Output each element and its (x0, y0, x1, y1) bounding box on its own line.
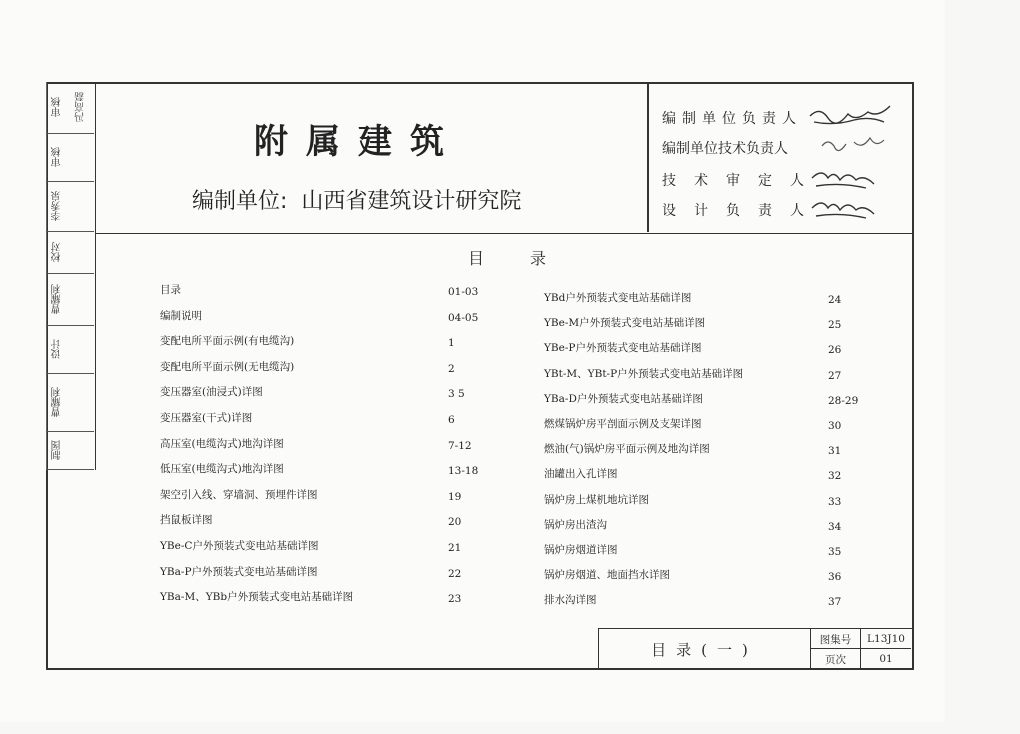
atlas-title: 附属建筑 (254, 122, 462, 162)
strip-cell (46, 432, 94, 470)
resp-role-2: 编制单位技术负责人 (662, 141, 788, 157)
toc-entry-page: 1 (448, 337, 455, 350)
strip-name (68, 134, 94, 181)
signature-strip (46, 82, 96, 470)
toc-entry-label: 架空引入线、穿墙洞、预埋件详图 (160, 488, 318, 501)
strip-role: 李秀泉 (46, 182, 68, 231)
toc-entry-label: 变配电所平面示例(无电缆沟) (160, 360, 295, 373)
toc-entry-page: 21 (448, 542, 462, 554)
strip-cell (46, 274, 94, 326)
atlas-number-value: L13J10 (867, 633, 905, 645)
toc-entry-label: 锅炉房烟道、地面挡水详图 (544, 569, 670, 582)
compiling-unit (192, 184, 521, 215)
handwritten-signatures (802, 102, 902, 222)
toc-entry-page: 28-29 (828, 394, 859, 407)
resp-role-3: 技术审定人 (662, 173, 822, 189)
strip-name (68, 182, 94, 231)
toc-entry-page: 27 (828, 369, 842, 382)
toc-entry-label: YBe-P户外预装式变电站基础详图 (544, 342, 702, 355)
toc-entry-page: 34 (828, 520, 842, 533)
toc-title: 目录 (468, 249, 593, 268)
toc-entry-label: 变配电所平面示例(有电缆沟) (160, 335, 295, 348)
toc-entry-page: 30 (828, 420, 842, 432)
toc-entry-page: 6 (448, 414, 455, 426)
strip-role: 设计 (46, 326, 68, 373)
toc-entry-page: 24 (828, 294, 842, 306)
toc-entry-label: 排水沟详图 (544, 594, 597, 607)
toc-entry-label: YBe-M户外预装式变电站基础详图 (544, 317, 706, 330)
strip-cell (46, 134, 94, 182)
toc-entry-label: 低压室(电缆沟式)地沟详图 (160, 463, 284, 476)
toc-entry-page: 25 (828, 319, 842, 332)
resp-role-1: 编制单位负责人 (662, 111, 802, 127)
strip-cell (46, 326, 94, 374)
toc-entry-page: 26 (828, 344, 842, 357)
toc-entry-page: 3 5 (448, 388, 465, 401)
toc-entry-label: YBe-C户外预装式变电站基础详图 (160, 540, 319, 552)
compiling-unit-label: 编制单位: (192, 189, 288, 214)
toc-entry-label: 油罐出入孔详图 (544, 468, 618, 481)
compiling-unit-value: 山西省建筑设计研究院 (301, 189, 522, 214)
strip-name: 冯高磊 (75, 92, 87, 123)
toc-entry-page: 01-03 (448, 286, 479, 298)
page-number-label: 页次 (811, 649, 861, 669)
toc-entry-label: 挡鼠板详图 (160, 514, 213, 527)
toc-entry-page: 20 (448, 516, 462, 529)
toc-entry-page: 33 (828, 495, 842, 508)
strip-name (68, 326, 94, 373)
toc-entry-label: YBt-M、YBt-P户外预装式变电站基础详图 (544, 367, 744, 380)
strip-cell (46, 82, 94, 134)
toc-entry-label: 锅炉房上煤机地坑详图 (544, 493, 649, 506)
toc-entry-label: 目录 (160, 284, 181, 296)
toc-entry-page: 19 (448, 490, 462, 503)
page-number-value: 01 (879, 653, 893, 665)
toc-entry-label: 燃煤锅炉房平剖面示例及支架详图 (544, 418, 702, 430)
strip-cell (46, 374, 94, 432)
toc-entry-page: 32 (828, 470, 842, 483)
strip-role: 曹耀利 (46, 374, 68, 431)
toc-entry-label: 变压器室(干式)详图 (160, 412, 253, 424)
toc-entry-label: 锅炉房烟道详图 (544, 544, 618, 556)
strip-role: 审核 (46, 134, 68, 181)
toc-entry-label: YBa-P户外预装式变电站基础详图 (160, 565, 318, 578)
strip-cell (46, 232, 94, 274)
toc-entry-page: 35 (828, 546, 842, 558)
toc-entry-page: 23 (448, 593, 462, 606)
atlas-number-label: 图集号 (811, 629, 861, 649)
toc-entry-page: 7-12 (448, 439, 472, 452)
strip-role: 曹耀利 (46, 274, 68, 325)
strip-name (68, 232, 94, 273)
toc-entry-page: 04-05 (448, 311, 479, 324)
toc-entry-label: YBa-M、YBb户外预装式变电站基础详图 (160, 591, 354, 604)
toc-entry-label: 锅炉房出渣沟 (544, 518, 607, 531)
toc-entry-label: 高压室(电缆沟式)地沟详图 (160, 437, 284, 450)
toc-entry-label: 变压器室(油浸式)详图 (160, 386, 263, 399)
strip-role: 校对 (46, 232, 68, 273)
strip-cell (46, 182, 94, 232)
header-block (96, 84, 912, 234)
toc-entry-label: 燃油(气)锅炉房平面示例及地沟详图 (544, 443, 710, 456)
title-block-title: 目录(一) (599, 629, 811, 669)
header-divider (647, 84, 649, 232)
toc-entry-page: 2 (448, 362, 455, 375)
toc-entry-page: 36 (828, 571, 842, 584)
strip-name (68, 274, 94, 325)
toc-entry-label: YBd户外预装式变电站基础详图 (544, 292, 692, 304)
strip-role: 制图 (46, 432, 68, 469)
title-block (598, 628, 912, 670)
toc-entry-label: 编制说明 (160, 309, 202, 322)
resp-role-4: 设计负责人 (662, 203, 822, 219)
strip-role: 审核 (46, 82, 68, 133)
strip-name (68, 432, 94, 469)
toc-entry-page: 13-18 (448, 465, 479, 478)
toc-entry-page: 22 (448, 567, 462, 580)
toc-entry-page: 31 (828, 445, 842, 458)
toc-entry-label: YBa-D户外预装式变电站基础详图 (544, 392, 703, 405)
toc-entry-page: 37 (828, 596, 842, 609)
strip-name (68, 374, 94, 431)
